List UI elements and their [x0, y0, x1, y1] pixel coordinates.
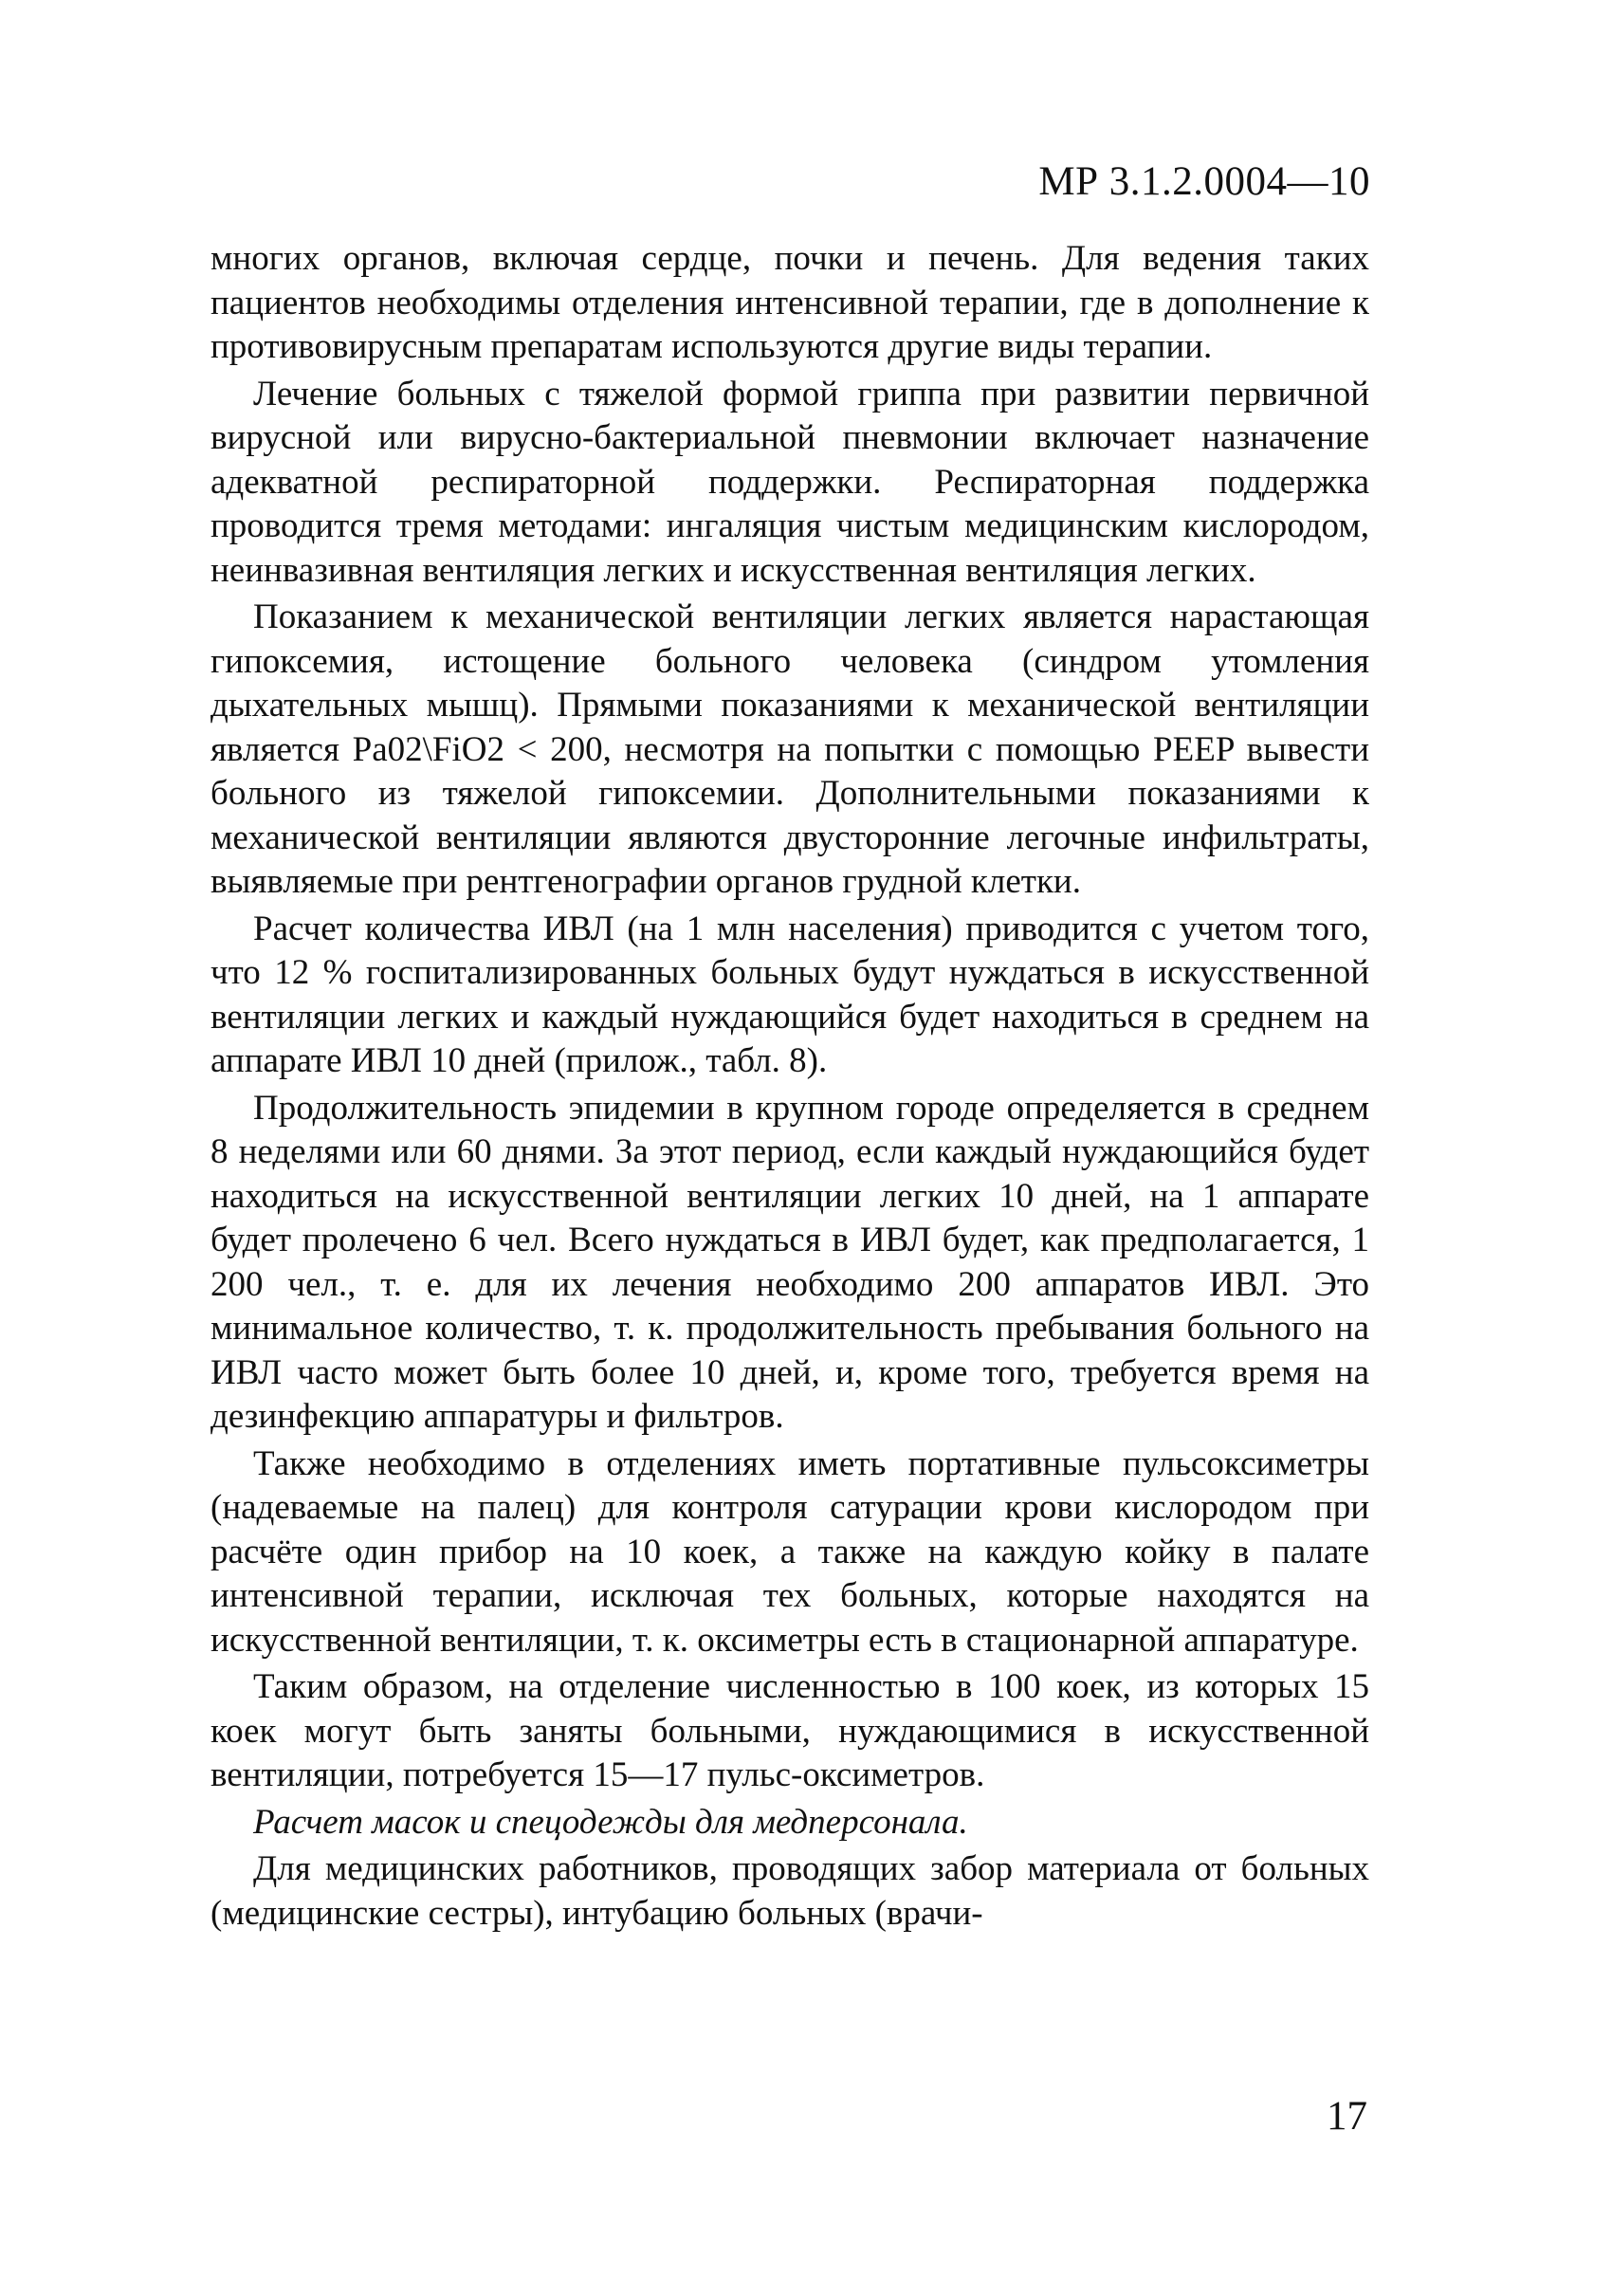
paragraph-ventilation-indications: Показанием к механической вентиляции легких является нарастающая гипоксемия, истощение больного человека (синдром утомления дыхательных мышц). Прямыми показаниями к механической вентиляции является Pa02\FiO2 < 200, несмотря на попытки с помощью PEEP вывести больного из тяжелой гипоксемии. Дополнительными показаниями к механической вентиляции являются двусторонние легочные инфильтраты, выявляемые при рентгенографии органов грудной клетки.	[211, 597, 1369, 901]
document-body	[211, 237, 1369, 1936]
paragraph-respiratory-support: Лечение больных с тяжелой формой гриппа при развитии первичной вирусной или вирусно-бактериальной пневмонии включает назначение адекватной респираторной поддержки. Респираторная поддержка проводится тремя методами: ингаляция чистым медицинским кислородом, неинвазивная вентиляция легких и искусственная вентиляция легких.	[211, 374, 1369, 590]
paragraph-oximeter-total: Таким образом, на отделение численностью в 100 коек, из которых 15 коек могут быть заняты больными, нуждающимися в искусственной вентиляции, потребуется 15—17 пульс-оксиметров.	[211, 1667, 1369, 1794]
section-heading-masks: Расчет масок и спецодежды для медперсонала.	[253, 1802, 968, 1842]
paragraph-ventilator-calculation: Расчет количества ИВЛ (на 1 млн населения) приводится с учетом того, что 12 % госпитализированных больных будут нуждаться в искусственной вентиляции легких и каждый нуждающийся будет находиться в среднем на аппарате ИВЛ 10 дней (прилож., табл. 8).	[211, 909, 1369, 1080]
paragraph-pulse-oximeters: Также необходимо в отделениях иметь портативные пульсоксиметры (надеваемые на палец) для контроля сатурации крови кислородом при расчёте один прибор на 10 коек, а также на каждую койку в палате интенсивной терапии, исключая тех больных, которые находятся на искусственной вентиляции, т. к. оксиметры есть в стационарной аппаратуре.	[211, 1443, 1369, 1660]
paragraph-medical-staff: Для медицинских работников, проводящих забор материала от больных (медицинские сестры), интубацию больных (врачи-	[211, 1849, 1369, 1933]
paragraph-continuation: многих органов, включая сердце, почки и печень. Для ведения таких пациентов необходимы отделения интенсивной терапии, где в дополнение к противовирусным препаратам используются другие виды терапии.	[211, 239, 1369, 366]
document-code-header: МР 3.1.2.0004—10	[1038, 159, 1370, 204]
page-number: 17	[1327, 2094, 1367, 2139]
paragraph-epidemic-duration: Продолжительность эпидемии в крупном городе определяется в среднем 8 неделями или 60 днями. За этот период, если каждый нуждающийся будет находиться на искусственной вентиляции легких 10 дней, на 1 аппарате будет пролечено 6 чел. Всего нуждаться в ИВЛ будет, как предполагается, 1 200 чел., т. е. для их лечения необходимо 200 аппаратов ИВЛ. Это минимальное количество, т. к. продолжительность пребывания больного на ИВЛ часто может быть более 10 дней, и, кроме того, требуется время на дезинфекцию аппаратуры и фильтров.	[211, 1088, 1369, 1436]
